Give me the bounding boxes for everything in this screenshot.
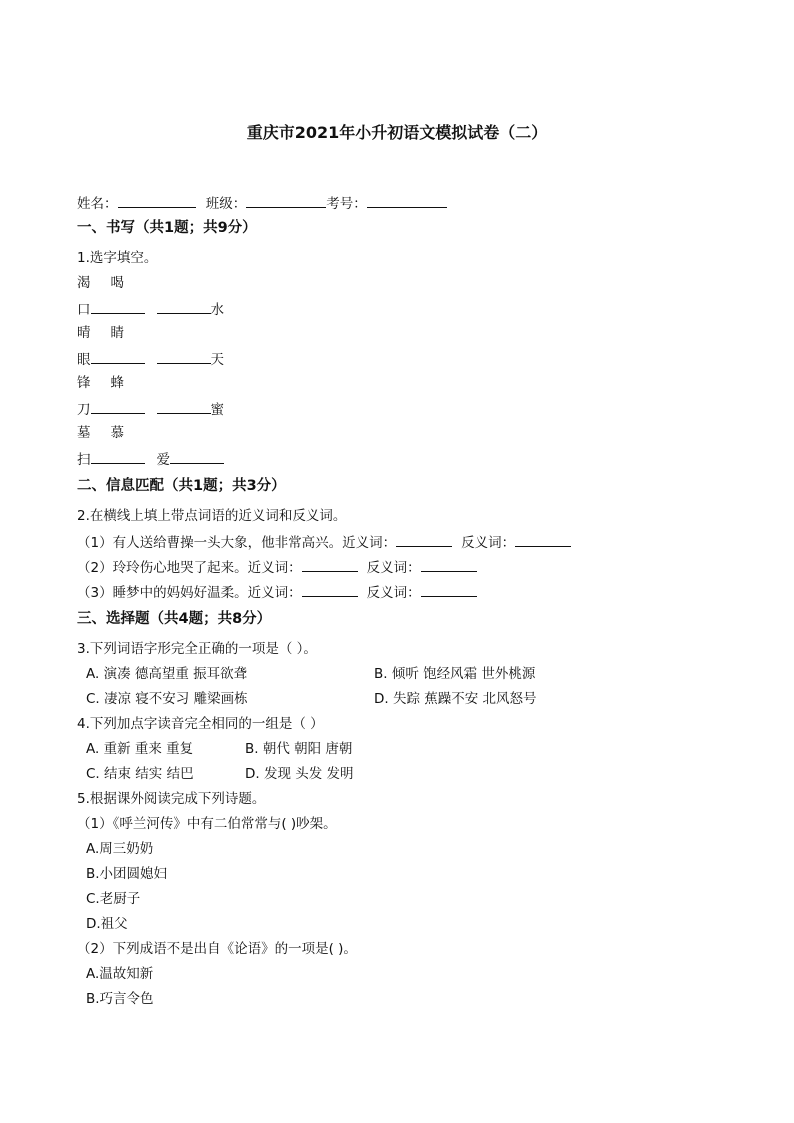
student-info-line (77, 193, 447, 213)
antonym-blank[interactable] (421, 557, 477, 572)
answer-blank[interactable] (91, 399, 145, 414)
q4-option-a[interactable]: A. 重新 重来 重复 (86, 741, 194, 757)
class-label: 班级： (205, 196, 247, 212)
fill-row: 眼 天 (77, 349, 224, 369)
char-pair-row: 锋 蜂 (77, 375, 124, 391)
exam-no-blank[interactable] (367, 193, 447, 208)
antonym-blank[interactable] (515, 532, 571, 547)
q4-option-c[interactable]: C. 结束 结实 结巴 (86, 766, 194, 782)
page-title: 重庆市2021年小升初语文模拟试卷（二） (246, 123, 548, 142)
q4-option-d[interactable]: D. 发现 头发 发明 (245, 766, 354, 782)
q5-sub1-option-c[interactable]: C.老厨子 (86, 891, 141, 907)
exam-no-label: 考号： (326, 196, 367, 212)
question-2-item: （1）有人送给曹操一头大象，他非常高兴。近义词： 反义词： (77, 532, 571, 552)
question-2-item: （2）玲玲伤心地哭了起来。近义词： 反义词： (77, 557, 477, 577)
q3-option-c[interactable]: C. 凄凉 寝不安习 雕梁画栋 (86, 691, 248, 707)
fill-row: 刀 蜜 (77, 399, 224, 419)
fill-row: 扫 爱 (77, 449, 224, 469)
q5-sub2-option-a[interactable]: A.温故知新 (86, 966, 154, 982)
q5-sub1-option-b[interactable]: B.小团圆媳妇 (86, 866, 168, 882)
question-2-item: （3）睡梦中的妈妈好温柔。近义词： 反义词： (77, 582, 477, 602)
q5-sub2-option-b[interactable]: B.巧言令色 (86, 991, 154, 1007)
section1-heading: 一、书写（共1题；共9分） (77, 220, 257, 236)
q5-sub1-stem: （1）《呼兰河传》中有二伯常常与( )吵架。 (77, 816, 337, 832)
char-pair-row: 晴 睛 (77, 325, 124, 341)
answer-blank[interactable] (157, 349, 211, 364)
answer-blank[interactable] (91, 449, 145, 464)
synonym-blank[interactable] (302, 557, 358, 572)
q5-sub1-option-d[interactable]: D.祖父 (86, 916, 128, 932)
char-pair-row: 渴 喝 (77, 275, 124, 291)
class-blank[interactable] (246, 193, 326, 208)
question-3-stem: 3.下列词语字形完全正确的一项是（ ）。 (77, 641, 317, 657)
synonym-blank[interactable] (302, 582, 358, 597)
q3-option-a[interactable]: A. 演凑 德高望重 振耳欲聋 (86, 666, 248, 682)
q3-option-d[interactable]: D. 失踪 蕉躁不安 北风怒号 (374, 691, 537, 707)
fill-row: 口 水 (77, 299, 224, 319)
section2-heading: 二、信息匹配（共1题；共3分） (77, 478, 286, 494)
q4-option-b[interactable]: B. 朝代 朝阳 唐朝 (245, 741, 353, 757)
answer-blank[interactable] (91, 299, 145, 314)
synonym-blank[interactable] (396, 532, 452, 547)
antonym-blank[interactable] (421, 582, 477, 597)
answer-blank[interactable] (170, 449, 224, 464)
q5-sub2-stem: （2）下列成语不是出自《论语》的一项是( )。 (77, 941, 357, 957)
answer-blank[interactable] (157, 299, 211, 314)
name-label: 姓名： (77, 196, 118, 212)
section3-heading: 三、选择题（共4题；共8分） (77, 611, 272, 627)
char-pair-row: 墓 慕 (77, 425, 124, 441)
name-blank[interactable] (118, 193, 196, 208)
question-4-stem: 4.下列加点字读音完全相同的一组是（ ） (77, 716, 324, 732)
question-5-stem: 5.根据课外阅读完成下列诗题。 (77, 791, 266, 807)
answer-blank[interactable] (91, 349, 145, 364)
q3-option-b[interactable]: B. 倾听 饱经风霜 世外桃源 (374, 666, 536, 682)
question-2-stem: 2.在横线上填上带点词语的近义词和反义词。 (77, 508, 347, 524)
answer-blank[interactable] (157, 399, 211, 414)
q5-sub1-option-a[interactable]: A.周三奶奶 (86, 841, 154, 857)
question-1-stem: 1.选字填空。 (77, 250, 158, 266)
